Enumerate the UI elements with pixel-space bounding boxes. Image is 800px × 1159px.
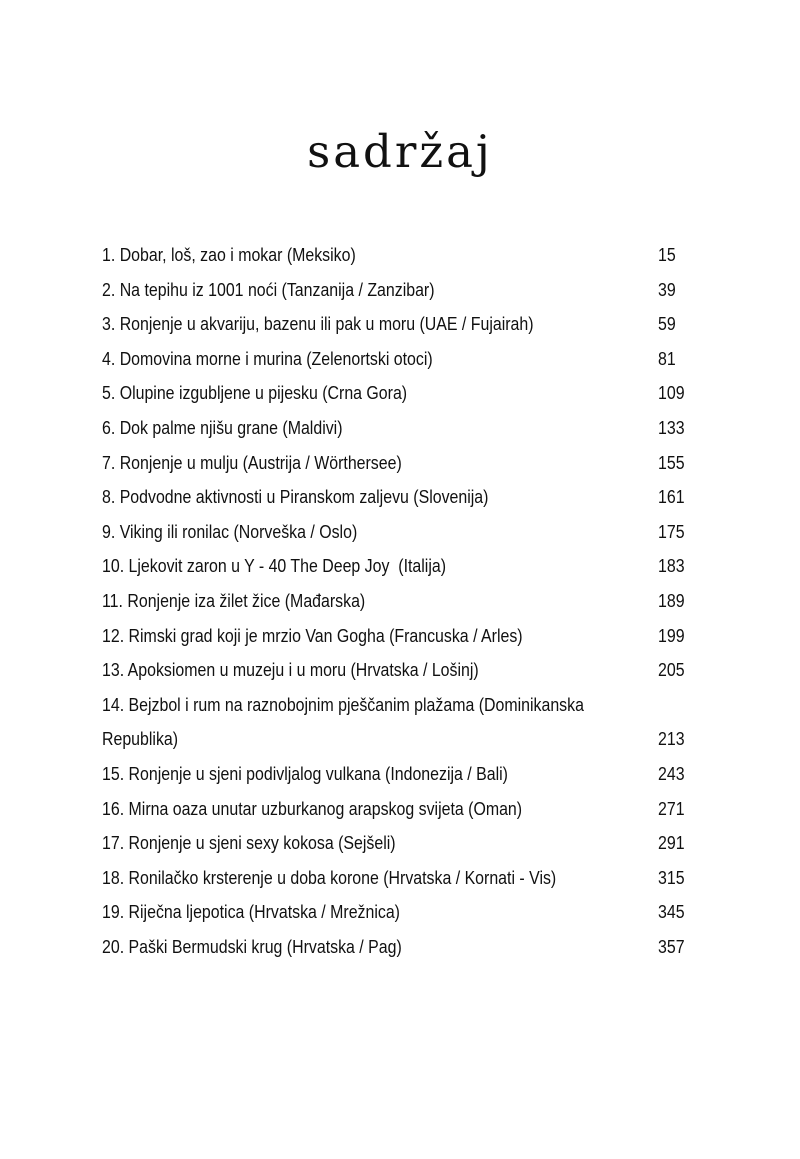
toc-entry-6[interactable] xyxy=(102,411,698,446)
toc-entry-title: 7. Ronjenje u mulju (Austrija / Wörthersee) xyxy=(102,451,402,473)
table-of-contents xyxy=(102,238,698,964)
toc-entry-page: 183 xyxy=(658,555,685,577)
toc-entry-12[interactable] xyxy=(102,619,698,654)
toc-entry-14[interactable] xyxy=(102,688,698,723)
toc-entry-13[interactable] xyxy=(102,653,698,688)
toc-entry-page: 175 xyxy=(658,520,685,542)
toc-entry-19[interactable] xyxy=(102,895,698,930)
toc-entry-page: 81 xyxy=(658,347,676,369)
toc-entry-title: 20. Paški Bermudski krug (Hrvatska / Pag) xyxy=(102,935,402,957)
page-title: sadržaj xyxy=(307,125,493,178)
toc-entry-page: 213 xyxy=(658,728,685,750)
toc-entry-17[interactable] xyxy=(102,826,698,861)
toc-entry-title: 13. Apoksiomen u muzeju i u moru (Hrvatska / Lošinj) xyxy=(102,659,479,681)
toc-entry-page: 161 xyxy=(658,486,685,508)
toc-entry-page: 133 xyxy=(658,416,685,438)
toc-entry-page: 243 xyxy=(658,762,685,784)
toc-entry-title: 18. Ronilačko krsterenje u doba korone (Hrvatska / Kornati - Vis) xyxy=(102,866,557,888)
toc-entry-title: 2. Na tepihu iz 1001 noći (Tanzanija / Zanzibar) xyxy=(102,278,435,300)
toc-entry-title: 12. Rimski grad koji je mrzio Van Gogha (Francuska / Arles) xyxy=(102,624,523,646)
toc-entry-title: 1. Dobar, loš, zao i mokar (Meksiko) xyxy=(102,244,356,265)
toc-entry-18[interactable] xyxy=(102,861,698,896)
toc-entry-title: 19. Riječna ljepotica (Hrvatska / Mrežnica) xyxy=(102,901,400,923)
toc-entry-title: 3. Ronjenje u akvariju, bazenu ili pak u moru (UAE / Fujairah) xyxy=(102,313,534,335)
toc-entry-14-continued[interactable] xyxy=(102,722,698,757)
toc-entry-page: 109 xyxy=(658,382,685,404)
toc-entry-title: 6. Dok palme njišu grane (Maldivi) xyxy=(102,416,343,438)
toc-entry-page: 199 xyxy=(658,624,685,646)
toc-entry-15[interactable] xyxy=(102,757,698,792)
toc-entry-8[interactable] xyxy=(102,480,698,515)
toc-entry-title: 4. Domovina morne i murina (Zelenortski otoci) xyxy=(102,347,433,369)
toc-entry-10[interactable] xyxy=(102,549,698,584)
toc-entry-7[interactable] xyxy=(102,446,698,481)
toc-entry-16[interactable] xyxy=(102,792,698,827)
toc-entry-5[interactable] xyxy=(102,376,698,411)
toc-entry-page: 315 xyxy=(658,866,685,888)
toc-entry-page: 205 xyxy=(658,659,685,681)
toc-entry-11[interactable] xyxy=(102,584,698,619)
toc-entry-page: 271 xyxy=(658,797,685,819)
toc-entry-4[interactable] xyxy=(102,342,698,377)
toc-entry-title: 9. Viking ili ronilac (Norveška / Oslo) xyxy=(102,520,358,542)
toc-entry-page: 39 xyxy=(658,278,676,300)
toc-entry-title: 17. Ronjenje u sjeni sexy kokosa (Sejšeli) xyxy=(102,832,396,854)
toc-entry-3[interactable] xyxy=(102,307,698,342)
toc-entry-title-continued: Republika) xyxy=(102,728,179,750)
toc-entry-page: 357 xyxy=(658,935,685,957)
toc-entry-page: 155 xyxy=(658,451,685,473)
toc-entry-20[interactable] xyxy=(102,930,698,965)
toc-entry-page: 15 xyxy=(658,244,676,265)
toc-entry-title: 11. Ronjenje iza žilet žice (Mađarska) xyxy=(102,589,366,611)
toc-entry-title: 16. Mirna oaza unutar uzburkanog arapskog svijeta (Oman) xyxy=(102,797,523,819)
toc-entry-title: 14. Bejzbol i rum na raznobojnim pješčanim plažama (Dominikanska xyxy=(102,693,584,715)
toc-entry-title: 5. Olupine izgubljene u pijesku (Crna Gora) xyxy=(102,382,408,404)
toc-entry-title: 15. Ronjenje u sjeni podivljalog vulkana (Indonezija / Bali) xyxy=(102,762,508,784)
toc-entry-title: 10. Ljekovit zaron u Y - 40 The Deep Joy (Italija) xyxy=(102,555,447,577)
toc-entry-1[interactable] xyxy=(102,238,698,273)
toc-entry-2[interactable] xyxy=(102,273,698,308)
toc-entry-page: 345 xyxy=(658,901,685,923)
toc-entry-title: 8. Podvodne aktivnosti u Piranskom zaljevu (Slovenija) xyxy=(102,486,489,508)
toc-entry-page: 189 xyxy=(658,589,685,611)
toc-entry-9[interactable] xyxy=(102,515,698,550)
toc-entry-page: 291 xyxy=(658,832,685,854)
toc-entry-page: 59 xyxy=(658,313,676,335)
